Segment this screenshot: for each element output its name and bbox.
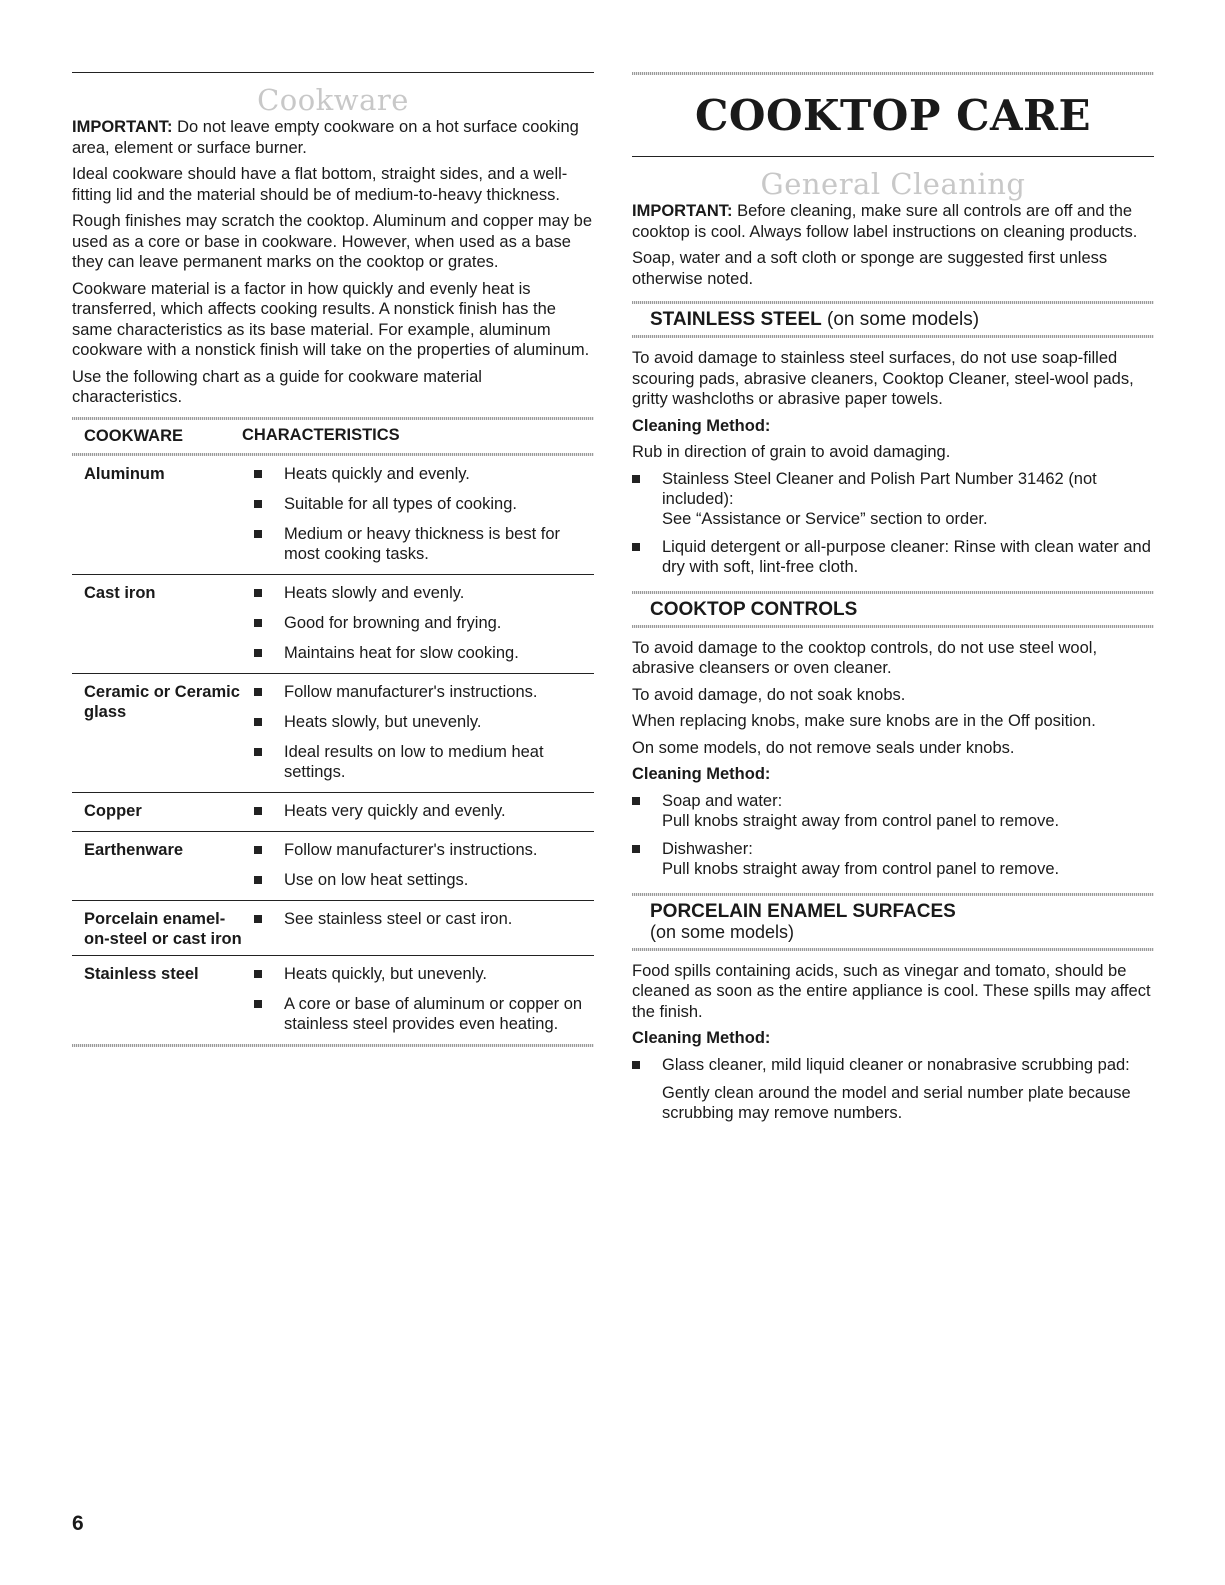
characteristics-cell (242, 840, 594, 894)
bullet-square-icon (632, 475, 640, 483)
bullet-square-icon (632, 543, 640, 551)
characteristic-text: Heats quickly, but unevenly. (284, 964, 487, 983)
important-note (72, 117, 594, 158)
characteristic-text: A core or base of aluminum or copper on stainless steel provides even heating. (284, 994, 583, 1033)
characteristic-text: Use on low heat settings. (284, 870, 469, 889)
important-note (632, 201, 1154, 242)
cleaning-method-label: Cleaning Method: (632, 1029, 771, 1047)
cleaning-method-label: Cleaning Method: (632, 765, 771, 783)
cleaning-method-label: Cleaning Method: (632, 416, 771, 435)
characteristic-text: Follow manufacturer's instructions. (284, 682, 538, 701)
table-row (72, 456, 594, 574)
stainless-suffix: (on some models) (821, 309, 980, 330)
characteristics-cell (242, 583, 594, 667)
title-rule (632, 156, 1154, 157)
bullet-square-icon (254, 915, 262, 923)
bullet-square-icon (254, 718, 262, 726)
list-item (242, 994, 594, 1034)
stainless-steel-heading (632, 304, 1154, 335)
bullet-square-icon (254, 1000, 262, 1008)
table-row (72, 673, 594, 792)
top-rule (72, 72, 594, 73)
material-cell: Ceramic or Ceramic glass (84, 682, 240, 721)
bullet-square-icon (632, 797, 640, 805)
bullet-square-icon (254, 619, 262, 627)
stainless-method-list (632, 469, 1154, 577)
characteristic-text: Heats slowly, but unevenly. (284, 712, 482, 731)
paragraph: To avoid damage, do not soak knobs. (632, 685, 906, 704)
porcelain-note: Gently clean around the model and serial number plate because scrubbing may remove numbers. (662, 1083, 1131, 1122)
characteristic-text: Medium or heavy thickness is best for most cooking tasks. (284, 524, 561, 563)
characteristics-cell (242, 909, 594, 949)
paragraph: Rub in direction of grain to avoid damaging. (632, 443, 951, 461)
important-label: IMPORTANT: (632, 202, 733, 220)
page-number: 6 (72, 1512, 84, 1535)
paragraph: Ideal cookware should have a flat bottom, straight sides, and a well-fitting lid and the material should be of medium-to-heavy thickness. (72, 165, 568, 204)
table-row (72, 955, 594, 1044)
paragraph: To avoid damage to stainless steel surfaces, do not use soap-filled scouring pads, abrasive cleaners, Cooktop Cleaner, steel-wool pads, gritty washcloths or abrasive paper towels. (632, 349, 1134, 408)
section-hatch (632, 335, 1154, 338)
important-label: IMPORTANT: (72, 118, 173, 136)
list-item: Dishwasher: Pull knobs straight away from control panel to remove. (632, 839, 1154, 879)
porcelain-method-list (632, 1055, 1154, 1075)
bullet-square-icon (254, 970, 262, 978)
list-item: Liquid detergent or all-purpose cleaner: Rinse with clean water and dry with soft, lint-free cloth. (632, 537, 1154, 577)
bullet-square-icon (254, 530, 262, 538)
section-hatch (632, 948, 1154, 951)
page-title: COOKTOP CARE (694, 91, 1092, 140)
right-column (632, 72, 1154, 1130)
characteristics-cell (242, 801, 594, 825)
paragraph: Cookware material is a factor in how quickly and evenly heat is transferred, which affects cooking results. A nonstick finish has the same characteristics as its base material. For example, aluminum cookware with a nonstick finish will take on the properties of aluminum. (72, 279, 590, 359)
table-row (72, 792, 594, 831)
bullet-square-icon (254, 807, 262, 815)
list-item (242, 643, 594, 663)
porcelain-heading: PORCELAIN ENAMEL SURFACES (on some models) (650, 900, 956, 942)
bullet-square-icon (254, 500, 262, 508)
title-top-hatch (632, 72, 1154, 75)
bullet-square-icon (254, 470, 262, 478)
important-text: Do not leave empty cookware on a hot surface cooking area, element or surface burner. (72, 118, 579, 157)
list-item (242, 964, 594, 984)
list-item: Soap and water: Pull knobs straight away from control panel to remove. (632, 791, 1154, 831)
bullet-square-icon (632, 845, 640, 853)
table-row (72, 574, 594, 673)
list-item (242, 840, 594, 860)
header-characteristics: CHARACTERISTICS (242, 425, 400, 444)
list-item (242, 801, 594, 821)
paragraph: On some models, do not remove seals under knobs. (632, 738, 1015, 757)
characteristic-text: Heats slowly and evenly. (284, 583, 465, 602)
paragraph: Soap, water and a soft cloth or sponge are suggested first unless otherwise noted. (632, 249, 1108, 288)
characteristics-cell (242, 964, 594, 1038)
list-item (242, 712, 594, 732)
left-column (72, 72, 594, 1047)
list-item (242, 870, 594, 890)
material-cell: Aluminum (84, 464, 165, 483)
characteristics-cell (242, 464, 594, 568)
bullet-square-icon (254, 876, 262, 884)
bullet-square-icon (254, 649, 262, 657)
list-item (242, 524, 594, 564)
bullet-square-icon (254, 748, 262, 756)
characteristic-text: Ideal results on low to medium heat settings. (284, 742, 544, 781)
paragraph: When replacing knobs, make sure knobs are in the Off position. (632, 712, 1096, 730)
list-item (242, 464, 594, 484)
characteristic-text: See stainless steel or cast iron. (284, 909, 513, 928)
characteristic-text: Follow manufacturer's instructions. (284, 840, 538, 859)
general-cleaning-heading: General Cleaning (760, 167, 1026, 201)
table-row (72, 831, 594, 900)
paragraph: Use the following chart as a guide for cookware material characteristics. (72, 367, 482, 406)
characteristic-text: Maintains heat for slow cooking. (284, 643, 519, 662)
list-item: Glass cleaner, mild liquid cleaner or nonabrasive scrubbing pad: (632, 1055, 1154, 1075)
material-cell: Cast iron (84, 583, 156, 602)
table-header (72, 420, 594, 453)
section-hatch (632, 625, 1154, 628)
list-item (242, 682, 594, 702)
list-item: Stainless Steel Cleaner and Polish Part Number 31462 (not included): See “Assistance or Service” section to order. (632, 469, 1154, 529)
list-item (242, 909, 594, 929)
list-item (242, 613, 594, 633)
table-row (72, 900, 594, 955)
characteristic-text: Good for browning and frying. (284, 613, 502, 632)
characteristics-cell (242, 682, 594, 786)
characteristic-text: Heats quickly and evenly. (284, 464, 470, 483)
material-cell: Porcelain enamel-on-steel or cast iron (84, 909, 242, 948)
paragraph: To avoid damage to the cooktop controls, do not use steel wool, abrasive cleansers or oven cleaner. (632, 638, 1098, 677)
important-text: Before cleaning, make sure all controls are off and the cooktop is cool. Always follow label instructions on cleaning products. (632, 202, 1138, 241)
material-cell: Copper (84, 801, 142, 820)
characteristic-text: Heats very quickly and evenly. (284, 801, 506, 820)
paragraph: Rough finishes may scratch the cooktop. Aluminum and copper may be used as a core or base in cookware. However, when used as a base they can leave permanent marks on the cooktop or grates. (72, 212, 593, 271)
stainless-title: STAINLESS STEEL (650, 309, 822, 330)
controls-method-list (632, 791, 1154, 879)
list-item (242, 583, 594, 603)
list-item (242, 494, 594, 514)
bullet-square-icon (254, 688, 262, 696)
material-cell: Stainless steel (84, 964, 199, 983)
cookware-table (72, 417, 594, 1047)
cookware-heading: Cookware (257, 83, 409, 117)
bullet-square-icon (254, 846, 262, 854)
material-cell: Earthenware (84, 840, 184, 859)
paragraph: Food spills containing acids, such as vinegar and tomato, should be cleaned as soon as the entire appliance is cool. These spills may affect the finish. (632, 961, 1151, 1021)
table-body (72, 456, 594, 1044)
table-bottom-hatch (72, 1044, 594, 1047)
header-cookware: COOKWARE (84, 426, 183, 445)
list-item (242, 742, 594, 782)
cooktop-controls-heading: COOKTOP CONTROLS (650, 598, 858, 620)
bullet-square-icon (632, 1061, 640, 1069)
bullet-square-icon (254, 589, 262, 597)
characteristic-text: Suitable for all types of cooking. (284, 494, 517, 513)
